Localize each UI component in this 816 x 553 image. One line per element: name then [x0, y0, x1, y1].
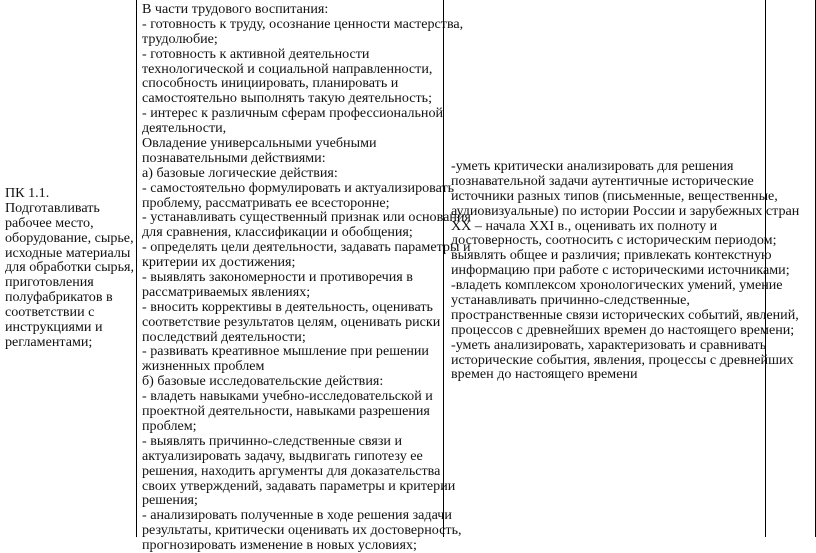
text-line: Овладение универсальными учебными — [142, 135, 377, 152]
text-line: времен до настоящего времени — [451, 366, 638, 383]
text-line: аудиовизуальные) по истории России и зарубежных стран — [451, 202, 800, 219]
text-line: - вносить коррективы в деятельность, оценивать — [142, 298, 433, 315]
table-cell-subject-results — [443, 0, 800, 537]
text-line: прогнозировать изменение в новых условиях; — [142, 537, 417, 553]
text-line: приготовления — [5, 274, 94, 291]
text-line: познавательными действиями: — [142, 149, 326, 166]
text-line: устанавливать причинно-следственные, — [451, 292, 690, 309]
text-line: оборудование, сырье, — [5, 229, 134, 246]
text-line: источники разных типов (письменные, вещественные, — [451, 187, 778, 204]
text-line: - интерес к различным сферам профессиональной — [142, 105, 444, 122]
text-line: соответствие результатов целям, оценивать риски — [142, 313, 441, 330]
text-line: исходные материалы — [5, 244, 131, 261]
text-line: а) базовые логические действия: — [142, 164, 338, 181]
text-line: своих утверждений, задавать параметры и критерии — [142, 477, 456, 494]
text-line: б) базовые исследовательские действия: — [142, 373, 384, 390]
text-line: ПК 1.1. — [5, 185, 50, 201]
text-line: рассматриваемых явлениях; — [142, 283, 311, 300]
table-cell-personal-results — [136, 0, 471, 553]
text-line: рабочее место, — [5, 214, 94, 231]
text-line: технологической и социальной направленности, — [142, 60, 433, 77]
text-line: решения, находить аргументы для доказательства — [142, 462, 441, 479]
text-line: - самостоятельно формулировать и актуализировать — [142, 179, 455, 196]
text-line: решения; — [142, 492, 198, 509]
text-line: проектной деятельности, навыками разрешения — [142, 403, 430, 420]
text-line: результаты, критически оценивать их достоверность, — [142, 522, 462, 539]
subject-results-text — [451, 159, 799, 382]
text-line: соответствии с — [5, 304, 95, 321]
text-line: исторические события, явления, процессы с древнейших — [451, 351, 794, 368]
text-line: познавательной задачи аутентичные исторические — [451, 172, 754, 189]
text-line: - владеть навыками учебно-исследовательской и — [142, 388, 433, 405]
text-line: последствий деятельности; — [142, 328, 306, 345]
text-line: - готовность к труду, осознание ценности мастерства, — [142, 15, 464, 32]
text-line: выявлять общее и различия; привлекать контекстную — [451, 247, 772, 264]
text-line: -уметь анализировать, характеризовать и сравнивать — [451, 336, 767, 353]
text-line: жизненных проблем — [142, 358, 265, 375]
text-line: - анализировать полученные в ходе решения задачи — [142, 507, 452, 524]
text-line: проблем; — [142, 417, 197, 434]
text-line: -уметь критически анализировать для решения — [451, 158, 734, 174]
text-line: полуфабрикатов в — [5, 289, 113, 306]
text-line: - устанавливать существенный признак или основания — [142, 209, 471, 226]
text-line: информацию при работе с историческими источниками; — [451, 262, 790, 279]
text-line: -владеть комплексом хронологических умений, умение — [451, 277, 783, 294]
table-cell-competency — [0, 0, 136, 537]
text-line: - развивать креативное мышление при решении — [142, 343, 429, 360]
text-line: - выявлять закономерности и противоречия в — [142, 269, 413, 286]
text-line: регламентами; — [5, 333, 93, 350]
text-line: пространственные связи исторических событий, явлений, — [451, 306, 799, 323]
text-line: Подготавливать — [5, 199, 100, 216]
personal-results-text — [142, 2, 471, 553]
text-line: инструкциями и — [5, 319, 103, 336]
text-line: трудолюбие; — [142, 30, 218, 47]
text-line: - готовность к активной деятельности — [142, 45, 370, 62]
text-line: способность инициировать, планировать и — [142, 75, 399, 92]
text-line: - выявлять причинно-следственные связи и — [142, 432, 402, 449]
table-cell-empty — [765, 0, 816, 537]
text-line: XX – начала XXI в., оценивать их полноту и — [451, 217, 718, 234]
text-line: - определять цели деятельности, задавать параметры и — [142, 239, 471, 256]
text-line: для сравнения, классификации и обобщения; — [142, 224, 413, 241]
text-line: для обработки сырья, — [5, 259, 135, 276]
text-line: В части трудового воспитания: — [142, 1, 329, 17]
text-line: деятельности, — [142, 120, 227, 137]
text-line: достоверность, соотносить с историческим периодом; — [451, 232, 777, 249]
text-line: процессов с древнейших времен до настоящего времени; — [451, 321, 795, 338]
text-line: актуализировать задачу, выдвигать гипотезу ее — [142, 447, 423, 464]
text-line: критерии их достижения; — [142, 254, 296, 271]
text-line: самостоятельно выполнять такую деятельность; — [142, 90, 432, 107]
competency-text — [5, 186, 134, 350]
text-line: проблему, рассматривать ее всесторонне; — [142, 194, 390, 211]
